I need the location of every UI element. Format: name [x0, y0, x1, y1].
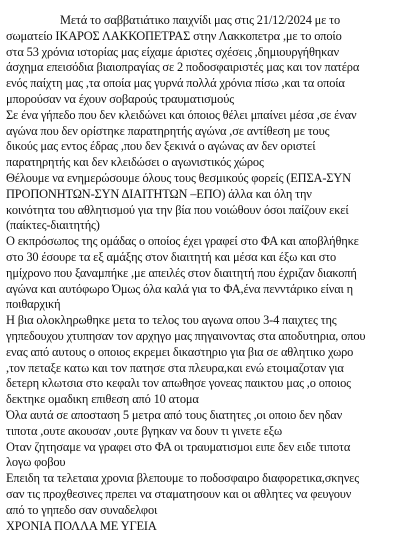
- closing-greeting: ΧΡΟΝΙΑ ΠΟΛΛΑ ΜΕ ΥΓΕΙΑ: [6, 518, 157, 533]
- text-line: τιποτα ,ουτε ακουσαν ,ουτε βγηκαν να δουν τι γινετε εξω: [6, 423, 282, 438]
- text-line: ποιθαρχική: [6, 297, 61, 312]
- text-line: ΠΡΟΠΟΝΗΤΩΝ-ΣΥΝ ΔΙΑΙΤΗΤΩΝ –ΕΠΟ) άλλα και όλη την: [6, 186, 312, 201]
- text-line: Ο εκπρόσωπος της ομάδας ο οποίος έχει γραφεί στο ΦΑ και αποβλήθηκε: [6, 234, 359, 249]
- text-line: δετερη κλωτσια στο κεφαλι τον απωθησε γονεας παικτου μας ,ο οποιος: [6, 376, 351, 391]
- text-line: ενός παίχτη μας ,τα οποία μας γυρνά πολλά χρόνια πίσω ,και τα οποία: [6, 76, 345, 91]
- paragraph-violence: [6, 313, 396, 408]
- text-line: γηπεδουχου χτυπησαν τον αρχηγο μας πηγαινοντας στα αποδυτηρια, οπου: [6, 328, 366, 343]
- text-line: Μετά το σαββατιάτικο παιχνίδι μας στις 21/12/2024 με το: [60, 13, 341, 27]
- text-line: Όλα αυτά σε αποσταση 5 μετρα από τους διατητες ,οι οποιο δεν ηδαν: [6, 407, 343, 422]
- paragraph-incident-intro: [6, 13, 396, 108]
- text-line: Οταν ζητησαμε να γραφει στο ΦΑ οι τραυματισμοι ειπε δεν ειδε τιποτα: [6, 439, 351, 454]
- paragraph-closing-greeting: [6, 519, 396, 533]
- text-line: ,τον πεταξε κατω και τον πατησε στα πλευρα,και ενώ ετοιμαζοταν για: [6, 360, 344, 375]
- text-line: στα 53 χρόνια ιστορίας μας είχαμε άριστες σχέσεις ,δημιουργήθηκαν: [6, 44, 339, 59]
- text-line: ημίχρονο που ξαναμπήκε ,με απειλές στον διαιτητή που έχριζαν διακοπή: [6, 265, 357, 280]
- text-line: σωματείο ΙΚΑΡΟΣ ΛΑΚΚΟΠΕΤΡΑΣ στην Λακκοπετρα ,με το οποίο: [6, 28, 342, 43]
- text-line: σαν τις προχθεσινες πρεπει να σταματησουν και οι αθλητες να φευγουν: [6, 486, 352, 501]
- paragraph-team-representative: [6, 234, 396, 313]
- text-line: στο 30 έσουρε τα εξ αμάξης στον διαιτητή και μέσα και έξω και στο: [6, 249, 337, 264]
- text-line: Θέλουμε να ενημερώσουμε όλους τους θεσμικούς φορείς (ΕΠΣΑ-ΣΥΝ: [6, 170, 351, 185]
- text-line: Επειδη τα τελεταια χρονια βλεπουμε το ποδοσφαιρο διαφορετικα,σκηνες: [6, 471, 359, 486]
- text-line: ενας από αυτους ο οποιος εκρεμει δικαστηριο για βια σε αθλητικο χωρο: [6, 344, 354, 359]
- text-line: δεκτηκε ομαδικη επιθεση από 10 ατομα: [6, 392, 199, 407]
- paragraph-institutions: [6, 171, 396, 234]
- text-line: Σε ένα γήπεδο που δεν κλειδώνει και όποιος θέλει μπαίνει μέσα ,σε έναν: [6, 107, 357, 122]
- text-line: Η βια ολοκληρωθηκε μετα το τελος του αγωνα οπου 3-4 παιχτες της: [6, 313, 337, 328]
- paragraph-stadium: [6, 108, 396, 171]
- text-line: άσχημα επεισόδια βιαιοπραγίας σε 2 ποδοσφαιριστές μας και τον πατέρα: [6, 60, 360, 75]
- text-line: δικούς μας εντος έδρας ,που δεν ξεκινά ο αγώνας αν δεν οριστεί: [6, 139, 316, 154]
- text-line: (παίκτες-διαιτητής): [6, 218, 100, 233]
- paragraph-referees: [6, 408, 396, 440]
- text-line: από το γηπεδο σαν συναδελφοι: [6, 502, 158, 517]
- text-line: μπορούσαν να έχουν σοβαρούς τραυματισμούς: [6, 91, 234, 106]
- text-line: λογω φοβου: [6, 455, 66, 470]
- text-line: αγώνα που δεν ορίστηκε παρατηρητής αγώνα ,σε αντίθεση με τους: [6, 123, 330, 138]
- text-line: κοινότητα του αθλητισμού για την βία που νοιώθουν όσοι παίζουν εκεί: [6, 202, 349, 217]
- paragraph-conclusion: [6, 471, 396, 518]
- text-line: αγώνα και αυτόφωρο Όμως όλα καλά για το ΦΑ,ένα πενντάρικο είναι η: [6, 281, 354, 296]
- text-line: παρατηρητής και δεν κλειδώσει ο αγωνιστικός χώρος: [6, 155, 264, 170]
- paragraph-report-request: [6, 440, 396, 472]
